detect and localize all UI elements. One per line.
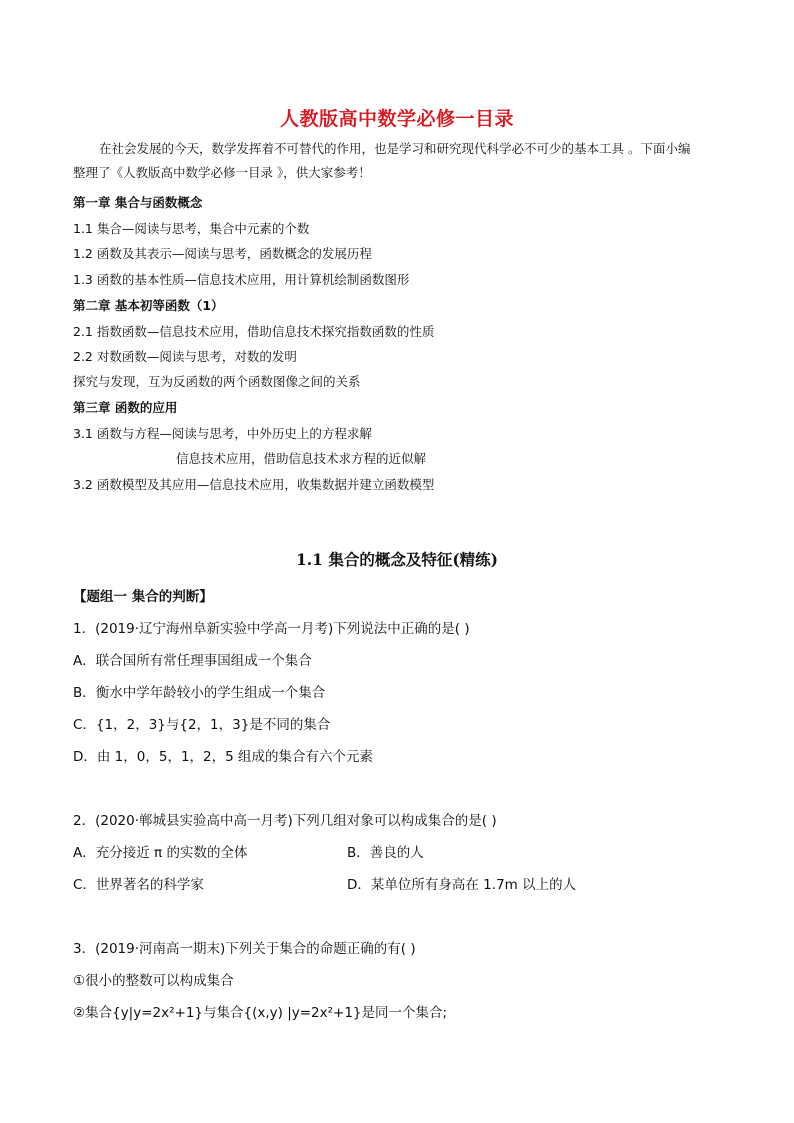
question-3-stem: 3．(2019·河南高一期末)下列关于集合的命题正确的有( ): [73, 941, 416, 957]
question-2-option-d: D．某单位所有身高在 1.7m 以上的人: [347, 877, 577, 893]
question-1-option-c: C．{1，2，3}与{2，1，3}是不同的集合: [73, 717, 331, 733]
question-2-stem: 2．(2020·郸城县实验高中高一月考)下列几组对象可以构成集合的是( ): [73, 813, 497, 829]
question-group-title: 【题组一 集合的判断】: [73, 589, 213, 605]
toc-entry: 1.3 函数的基本性质—信息技术应用，用计算机绘制函数图形: [73, 272, 410, 287]
toc-entry: 2.1 指数函数—信息技术应用，借助信息技术探究指数函数的性质: [73, 324, 435, 339]
toc-entry: 1.1 集合—阅读与思考，集合中元素的个数: [73, 221, 310, 236]
toc-entry: 1.2 函数及其表示—阅读与思考，函数概念的发展历程: [73, 246, 372, 261]
question-3-statement-2: ②集合{y|y=2x²+1}与集合{(x,y) |y=2x²+1}是同一个集合;: [73, 1005, 448, 1021]
toc-chapter-heading: 第二章 基本初等函数（1）: [73, 298, 224, 313]
question-2-option-c: C．世界著名的科学家: [73, 877, 204, 893]
toc-entry: 3.2 函数模型及其应用—信息技术应用，收集数据并建立函数模型: [73, 477, 435, 492]
question-1-stem: 1．(2019·辽宁海州阜新实验中学高一月考)下列说法中正确的是( ): [73, 621, 470, 637]
toc-entry: 探究与发现，互为反函数的两个函数图像之间的关系: [73, 374, 361, 389]
question-1-option-d: D．由 1，0，5，1，2，5 组成的集合有六个元素: [73, 749, 374, 765]
question-1-option-b: B．衡水中学年龄较小的学生组成一个集合: [73, 685, 326, 701]
question-2-option-a: A．充分接近 π 的实数的全体: [73, 845, 248, 861]
toc-entry: 3.1 函数与方程—阅读与思考，中外历史上的方程求解: [73, 426, 372, 441]
toc-chapter-heading: 第一章 集合与函数概念: [73, 195, 203, 210]
intro-line-2: 整理了《人教版高中数学必修一目录 》，供大家参考！: [73, 165, 371, 180]
toc-chapter-heading: 第三章 函数的应用: [73, 400, 178, 415]
toc-entry: 2.2 对数函数—阅读与思考，对数的发明: [73, 349, 297, 364]
toc-entry: 信息技术应用，借助信息技术求方程的近似解: [176, 451, 427, 466]
intro-line-1: 在社会发展的今天，数学发挥着不可替代的作用，也是学习和研究现代科学必不可少的基本工具 。下面小编: [99, 141, 691, 156]
intro-paragraph: [73, 137, 733, 185]
document-title: 人教版高中数学必修一目录: [279, 108, 514, 130]
question-3-statement-1: ①很小的整数可以构成集合: [73, 973, 234, 989]
question-1-option-a: A．联合国所有常任理事国组成一个集合: [73, 653, 312, 669]
question-2-option-b: B．善良的人: [347, 845, 424, 861]
section-title: 1.1 集合的概念及特征(精练): [295, 550, 499, 569]
